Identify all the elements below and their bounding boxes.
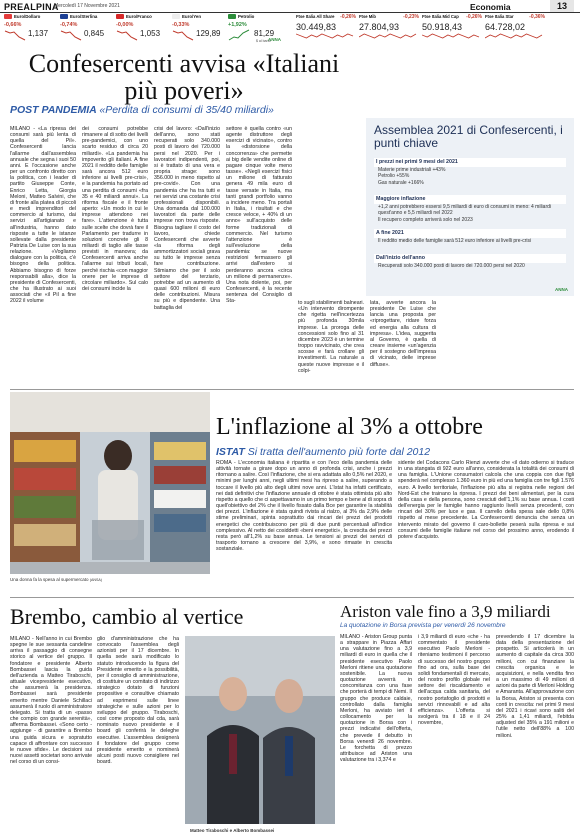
agency-credit: ANNA xyxy=(268,37,281,42)
header-rule xyxy=(0,12,580,13)
ariston-headline: Ariston vale fino a 3,9 miliardi xyxy=(340,602,551,621)
key-point-section xyxy=(374,195,566,223)
inflation-col-1: ROMA - L'economia italiana è ripartita e con l'eco della pandemia delle attività tornate a girare dopo un anno di profonda crisi, anche i prezzi ritornano a salire. Così l'inflazione, che si era adattata allo 0,5% nel 2020, e minimi per lunghi anni, negli ultimi mesi ha ripreso a salire, superando a toccare il livello più alto degli ultimi nove anni. L'Istat ha infatti certificato, nei dati definitivi che l'inflazione annuale di ottobre è stata ottimista più alto rispetto a quello che ci aspettavamo in un primo tempo e bene al di sopra di quell'obiettivo del 2% che il livello fissato dalla Bce per garantire la stabilità dei prezzi. L'inflazione è stata quindi rivista al rialzo, al 3% da 2,9% delle stime preliminari, spinta soprattutto dai rincari dei prezzi dei prodotti energetici che contribuiscono per più di due punti percentuali all'indice complessivo. Al netto dei cosiddetti «beni energetici», la crescita dei prezzi resta però all'1,2% su base annua. Le tensioni ai prezzi dei servizi di trasporto tornano a crescere del 3,9%, e sono rimaste in crescita sostanziale. xyxy=(216,460,392,553)
photo-caption xyxy=(10,577,102,582)
brembo-headline: Brembo, cambio al vertice xyxy=(10,604,244,629)
index-change: -0,26% xyxy=(340,14,356,20)
ariston-col-3: prevedendo il 17 dicembre la data della presentazione del prospetto. Si articolerà in un aumento di capitale da circa 300 milioni, con cui finanziare la crescita organica e le acquisizioni, e nella vendita fino a un massimo di 49 milioni di azioni da parte di Merloni Holding e Amaranta. All'approvazione con la Borsa, Ariston si presenta con conti in crescita: nei primi 9 mesi del 2021 i ricavi sono saliti del 25% a 1,41 miliardi, l'ebitda adjusted del 35% a 191 milioni e l'utile netto dell'88% a 100 milioni. xyxy=(496,634,574,739)
index-name: Ftse Italia Mid Cap xyxy=(422,14,459,19)
main-col-4: settore è quella contro «un agente distruttore degli esercizi di vicinato», contro la «distorsione della concorrenza» che permette ai big delle vendite online di pagare cinque volte meno tasse». «Negli esercizi fisici un milione di fatturato genera 49 mila euro di tasse versate in Italia, ma tanti grandi portfolio vanno a incidere meno. Tra portali in Italia, i risultati e che cresce veloce, + 40% di un anno» sull'acquisto delle forme tradizionali di commercio. Nel turismo l'attenzione è sull'evoluzione della pandemia: se nuove restrizioni fermassero gli arrivi dall'estero si perderanno ancora «circa un milione di permanenze». Una nota dolente, poi, per Confesercenti, è la recente sentenza del Consiglio di Sta- xyxy=(226,126,292,305)
flag-icon xyxy=(172,14,180,19)
key-point-section xyxy=(374,158,566,186)
main-col-1: MILANO - «La ripresa dei consumi sarà più lenta di quella del Pil». Confesercenti lancia l'allarme dall'assemblea annuale che segna i suoi 50 anni. E l'occasione anche per un confronto diretto con la politica, con i leader di partito Giuseppe Conte, Enrico Letta, Giorgia Meloni, Matteo Salvini, che di fronte alla platea di piccoli e medi imprenditori del commercio al turismo, dai servizi all'artigianato e all'industria, hanno dato risposte a tutte le istanze sollevate dalla presidente Patrizia De Luise con la sua relazione. «Vogliamo dialogare con la politica, c'è bisogno della politica. Abbiamo bisogno di forze responsabili alla», dice la presidente di Confesercenti, che ha illustrato ai suoi associati che «il Pil a fine 2022 il volume xyxy=(10,126,76,305)
key-point-heading: Dall'inizio dell'anno xyxy=(374,254,566,263)
trend-down-icon xyxy=(4,28,26,42)
index-ticker xyxy=(296,14,356,42)
ariston-col-1: MILANO - Ariston Group punta a strappare in Piazza Affari una valutazione fino a 3,9 miliardi di euro in quella che il presidente esecutivo Paolo Merloni ritiene una quotazione sostenibile. La nuova quotazione avverrà in concomitanza con una fase che porterà di tempi di Nemi. Il gruppo che produce caldaie, controllato dalla famiglia Merloni, ha avviato ieri il collocamento per la quotazione in Borsa con i prezzi indicativi dell'offerta, che prevede il debutto in Borsa venerdì 26 novembre. Le forchetta di prezzo attribuisce ad Ariston una valutazione tra i 3,374 e xyxy=(340,634,412,764)
inflation-col-2: sidente del Codacons Carlo Rienzi avverte che «il dato odierno si traduce in una stangata di 922 euro all'anno, considerata la totalità dei consumi di una famiglia. L'Unione consumatori calcola che una coppia con due figli spenderà nel complesso 1.360 euro in più ed una famiglia con tre figli 1.576 euro. A livello territoriale, l'inflazione più alta si registra nelle regioni del Nord-Est che trainano la ripresa. I prezzi dei beni alimentari, per la cura della casa e della persona, sono cresciuti dell'1,1% su base annua. I costi dell'energia per le famiglie hanno raggiunto livelli senza precedenti, con rincari del 30% per luce e gas. Il carrello della spesa sale dello 0,8% rispetto al mese precedente. La Confesercenti denuncia che senza un intervento mirato del governo il caro-bollette peserà sulla ripresa e sui consumi delle famiglie italiane nel corso del prossimo anno, erodendo il potere d'acquisto. xyxy=(398,460,574,540)
ticker-change: -0,00% xyxy=(116,22,134,28)
ticker-name: Euro/Dollaro xyxy=(4,14,40,19)
index-sparkline xyxy=(422,32,481,41)
caption-credit: (ANSA) xyxy=(89,578,103,582)
ticker-change: -0,74% xyxy=(60,22,78,28)
inflation-subheading: Si tratta dell'aumento più forte dal 2012 xyxy=(247,446,431,458)
issue-date: Mercoledì 17 Novembre 2021 xyxy=(54,3,120,9)
ticker-change: -0,66% xyxy=(4,22,22,28)
index-name: Ftse Italia Star xyxy=(485,14,514,19)
index-name: Ftse Mib xyxy=(359,14,376,19)
brembo-col-2: glio d'amministrazione che ha convocato l'assemblea degli azionisti per il 17 dicembre. In quella sede sarà modificato lo statuto introducendo la figura del Presidente emerito e la possibilità, per il consiglio di amministrazione, di costituire un comitato di indirizzo strategico dotato di funzioni propositive e consultive chiamato ad esprimersi sulle linee strategiche e sulle azioni per lo sviluppo del gruppo. Tiraboschi, così come proposto dal cda, sarà nominato nuovo presidente e il board gli conferirà le deleghe esecutive. L'assemblea designerà il fondatore del gruppo come presidente emerito e nominerà alcuni posti nuovo consigliere nel board. xyxy=(97,636,179,766)
main-headline: Confesercenti avvisa «Italiani più poveri» xyxy=(28,49,340,105)
trend-down-icon xyxy=(60,28,82,42)
inflation-subtitle xyxy=(216,446,430,458)
key-point-section xyxy=(374,254,566,269)
flag-icon xyxy=(228,14,236,19)
key-point-section xyxy=(374,229,566,244)
main-col-3: crisi del lavoro: «Dall'inizio dell'anno, sono stati recuperati solo 340.000 posti di lavoro dei 720.000 persi nel 2020. Per i lavoratori indipendenti, poi, si è trattato di una vera e propria strage: sono 356.000 in meno rispetto al pre-covid». Con una pandemia che ha tra tutti e nei servizi una costante crisi professionali disponibili. Una domanda dal 100.000 lavoratori da parte delle imprese non trova risposte. Bisogna tagliare il costo del lavoro, chiede Confesercenti che avverte «la riforma degli ammortizzatori sociali grava su tutto le imprese senza fare contribuzione. Stimiamo che per il solo settore del terziario, potrebbe ad un aumento di quasi 600 milioni di euro delle contribuzioni. Misura su più e dipendente. Una battaglia del xyxy=(154,126,220,311)
currency-ticker xyxy=(60,14,114,42)
currency-ticker xyxy=(116,14,170,42)
main-kicker: POST PANDEMIA xyxy=(10,104,97,116)
ticker-unit: $ al barile xyxy=(256,39,272,43)
main-col-2: dei consumi potrebbe rimanere al di sotto dei livelli pre-pandemici, con uno scarto residuo di circa 20 miliardi». «La pandemia ha impoverito gli italiani. A fine 2021 il reddito delle famiglie sarà ancora 512 euro inferiore ai livelli pre-crisi», e la pandemia ha portato ad una perdita di consumi «fra 35 e 40 miliardi annui». La riforma fiscale e il fronte aperto: «Un modo in cui le imprese attendono nei fare». L'attenzione è tutta sulle scelte che dovrà fare il Parlamento per tradurre in soluzioni concrete gli 8 miliardi di taglio alle tasse previsti in manovra; da Confesercenti arriva anche l'allarme sui tributi locali, perché rischia «con maggior onere per le imprese di circolare miliardo». Sul calo dei consumi incide la xyxy=(82,126,148,293)
index-value: 30.449,83 xyxy=(296,22,337,32)
key-points-title: Assemblea 2021 di Confesercenti, i punti chiave xyxy=(374,123,563,150)
key-point-heading: A fine 2021 xyxy=(374,229,566,238)
trend-up-icon xyxy=(228,28,250,42)
index-ticker xyxy=(422,14,482,42)
ticker-name: Petrolio xyxy=(228,14,254,19)
flag-icon xyxy=(4,14,12,19)
key-point-row: Recuperati solo 340.000 posti di lavoro dei 720.000 persi nel 2020 xyxy=(378,262,525,269)
main-subheading: «Perdita di consumi di 35/40 miliardi» xyxy=(99,104,274,116)
key-point-row: Materie prime industriali +43% xyxy=(378,166,446,173)
key-point-heading: Maggiore inflazione xyxy=(374,195,566,204)
index-change: -0,36% xyxy=(529,14,545,20)
flag-icon xyxy=(60,14,68,19)
index-sparkline xyxy=(296,32,355,41)
key-point-row: Gas naturale +166% xyxy=(378,179,424,186)
inflation-kicker: ISTAT xyxy=(216,446,245,458)
ticker-value: 0,845 xyxy=(84,29,105,38)
section-title: Economia xyxy=(470,2,511,12)
ticker-name: Euro/Yen xyxy=(172,14,201,19)
index-ticker xyxy=(485,14,545,42)
ticker-value: 1,053 xyxy=(140,29,161,38)
ticker-name: Euro/Sterlina xyxy=(60,14,97,19)
flag-icon xyxy=(116,14,124,19)
main-col-5: to sugli stabilimenti balneari. «Un intervento dirompente che rigetta nell'incertezza più profonda 30mila imprese. La proroga delle concessioni solo fino al 31 dicembre 2023 è un termine troppo ravvicinato, che crea scosse e farà crollare gli investimenti. La naturale a queste nuove impresse e il colpi- xyxy=(298,300,364,374)
key-point-row: Il recupero completo arriverà solo nel 2023 xyxy=(378,216,473,223)
index-ticker xyxy=(359,14,419,42)
section-divider xyxy=(10,389,574,390)
index-change: -0,23% xyxy=(403,14,419,20)
currency-ticker xyxy=(172,14,226,42)
key-point-heading: I prezzi nei primi 9 mesi del 2021 xyxy=(374,158,566,167)
ticker-change: +1,92% xyxy=(228,22,247,28)
trend-down-icon xyxy=(172,28,194,42)
key-point-row: Il reddito medio delle famiglie sarà 512 euro inferiore ai livelli pre-crisi xyxy=(378,237,532,244)
index-change: -0,26% xyxy=(466,14,482,20)
index-name: Ftse Italia All Share xyxy=(296,14,335,19)
inflation-headline: L'inflazione al 3% a ottobre xyxy=(216,414,483,440)
index-value: 27.804,93 xyxy=(359,22,400,32)
main-col-6: lata, avverte ancora la presidente De Luise che lancia una proposta per «riprogettare, ridare forza ed energia alla cultura di impresa». L'idea, suggerita al Governo, è quella di creare insieme «un'agenzia per il sostegno dell'impresa di vicinato, delle imprese diffuse». xyxy=(370,300,436,368)
supermarket-photo xyxy=(10,392,210,574)
index-value: 64.728,02 xyxy=(485,22,526,32)
brembo-caption: Matteo Tiraboschi e Alberto Bombassei xyxy=(190,828,275,833)
ariston-col-2: i 3,9 miliardi di euro «che - ha commentato il presidente esecutivo Paolo Merloni - riteniamo testimoni il percorso di successo del nostro gruppo fino ad ora, sulla base dei solidi fondamentali di mercato, del nostro profilo globale nel settore dei riscaldamento e dell'acqua calda sanitaria, del nostro portafoglio di prodotti e servizi rinnovabili e ad alta efficienza». L'offerta si svolgerà tra il 18 e il 24 novembre, xyxy=(418,634,490,727)
key-point-row: +1,2 anni potrebbero essersi 9,5 miliardi di euro di consumi in meno: 4 miliardi quest'anno e 5,5 miliardi nel 2022 xyxy=(378,203,552,216)
page-number: 13 xyxy=(550,0,574,13)
index-value: 50.918,43 xyxy=(422,22,463,32)
brembo-photo xyxy=(185,636,335,824)
index-sparkline xyxy=(485,32,544,41)
newspaper-logo: PREALPINA xyxy=(4,2,59,12)
caption-text: Una donna fa la spesa al supermercato xyxy=(10,577,89,582)
key-point-row: Petrolio +55% xyxy=(378,173,410,179)
ticker-value: 1,137 xyxy=(28,29,49,38)
main-subtitle xyxy=(10,104,274,116)
section-divider-2 xyxy=(10,597,574,598)
ticker-change: -0,33% xyxy=(172,22,190,28)
key-points-box xyxy=(366,118,574,296)
ariston-subtitle: La quotazione in Borsa prevista per venerdì 26 novembre xyxy=(340,622,506,629)
brembo-col-1: MILANO - Nell'anno in cui Brembo spegne le sue sessanta candeline arriva il passaggio di consegne storico al vertice del gruppo. Il fondatore e presidente Alberto Bombassei lascia la guida dell'azienda a Matteo Tiraboschi, attuale vicepresidente esecutivo, che assumerà la presidenza. Bombassei sarà presidente emerito mentre Daniele Schillaci assumerà il ruolo di amministratore delegato. Si tratta di un «passo che compio con grande serenità», afferma Bombassei. «Sono certo - aggiunge - di garantire a Brembo una guida sicura e sopratutto capace di affrontare con successo le nuove sfide». Le decisioni sui nuovi assetti societari sono arrivate nel corso di un consi- xyxy=(10,636,92,766)
ticker-name: Euro/Franco xyxy=(116,14,152,19)
box-source: ANNA xyxy=(555,287,568,292)
ticker-value: 81,29 xyxy=(254,29,275,38)
ticker-value: 129,89 xyxy=(196,29,221,38)
trend-down-icon xyxy=(116,28,138,42)
currency-ticker xyxy=(4,14,58,42)
index-sparkline xyxy=(359,32,418,41)
